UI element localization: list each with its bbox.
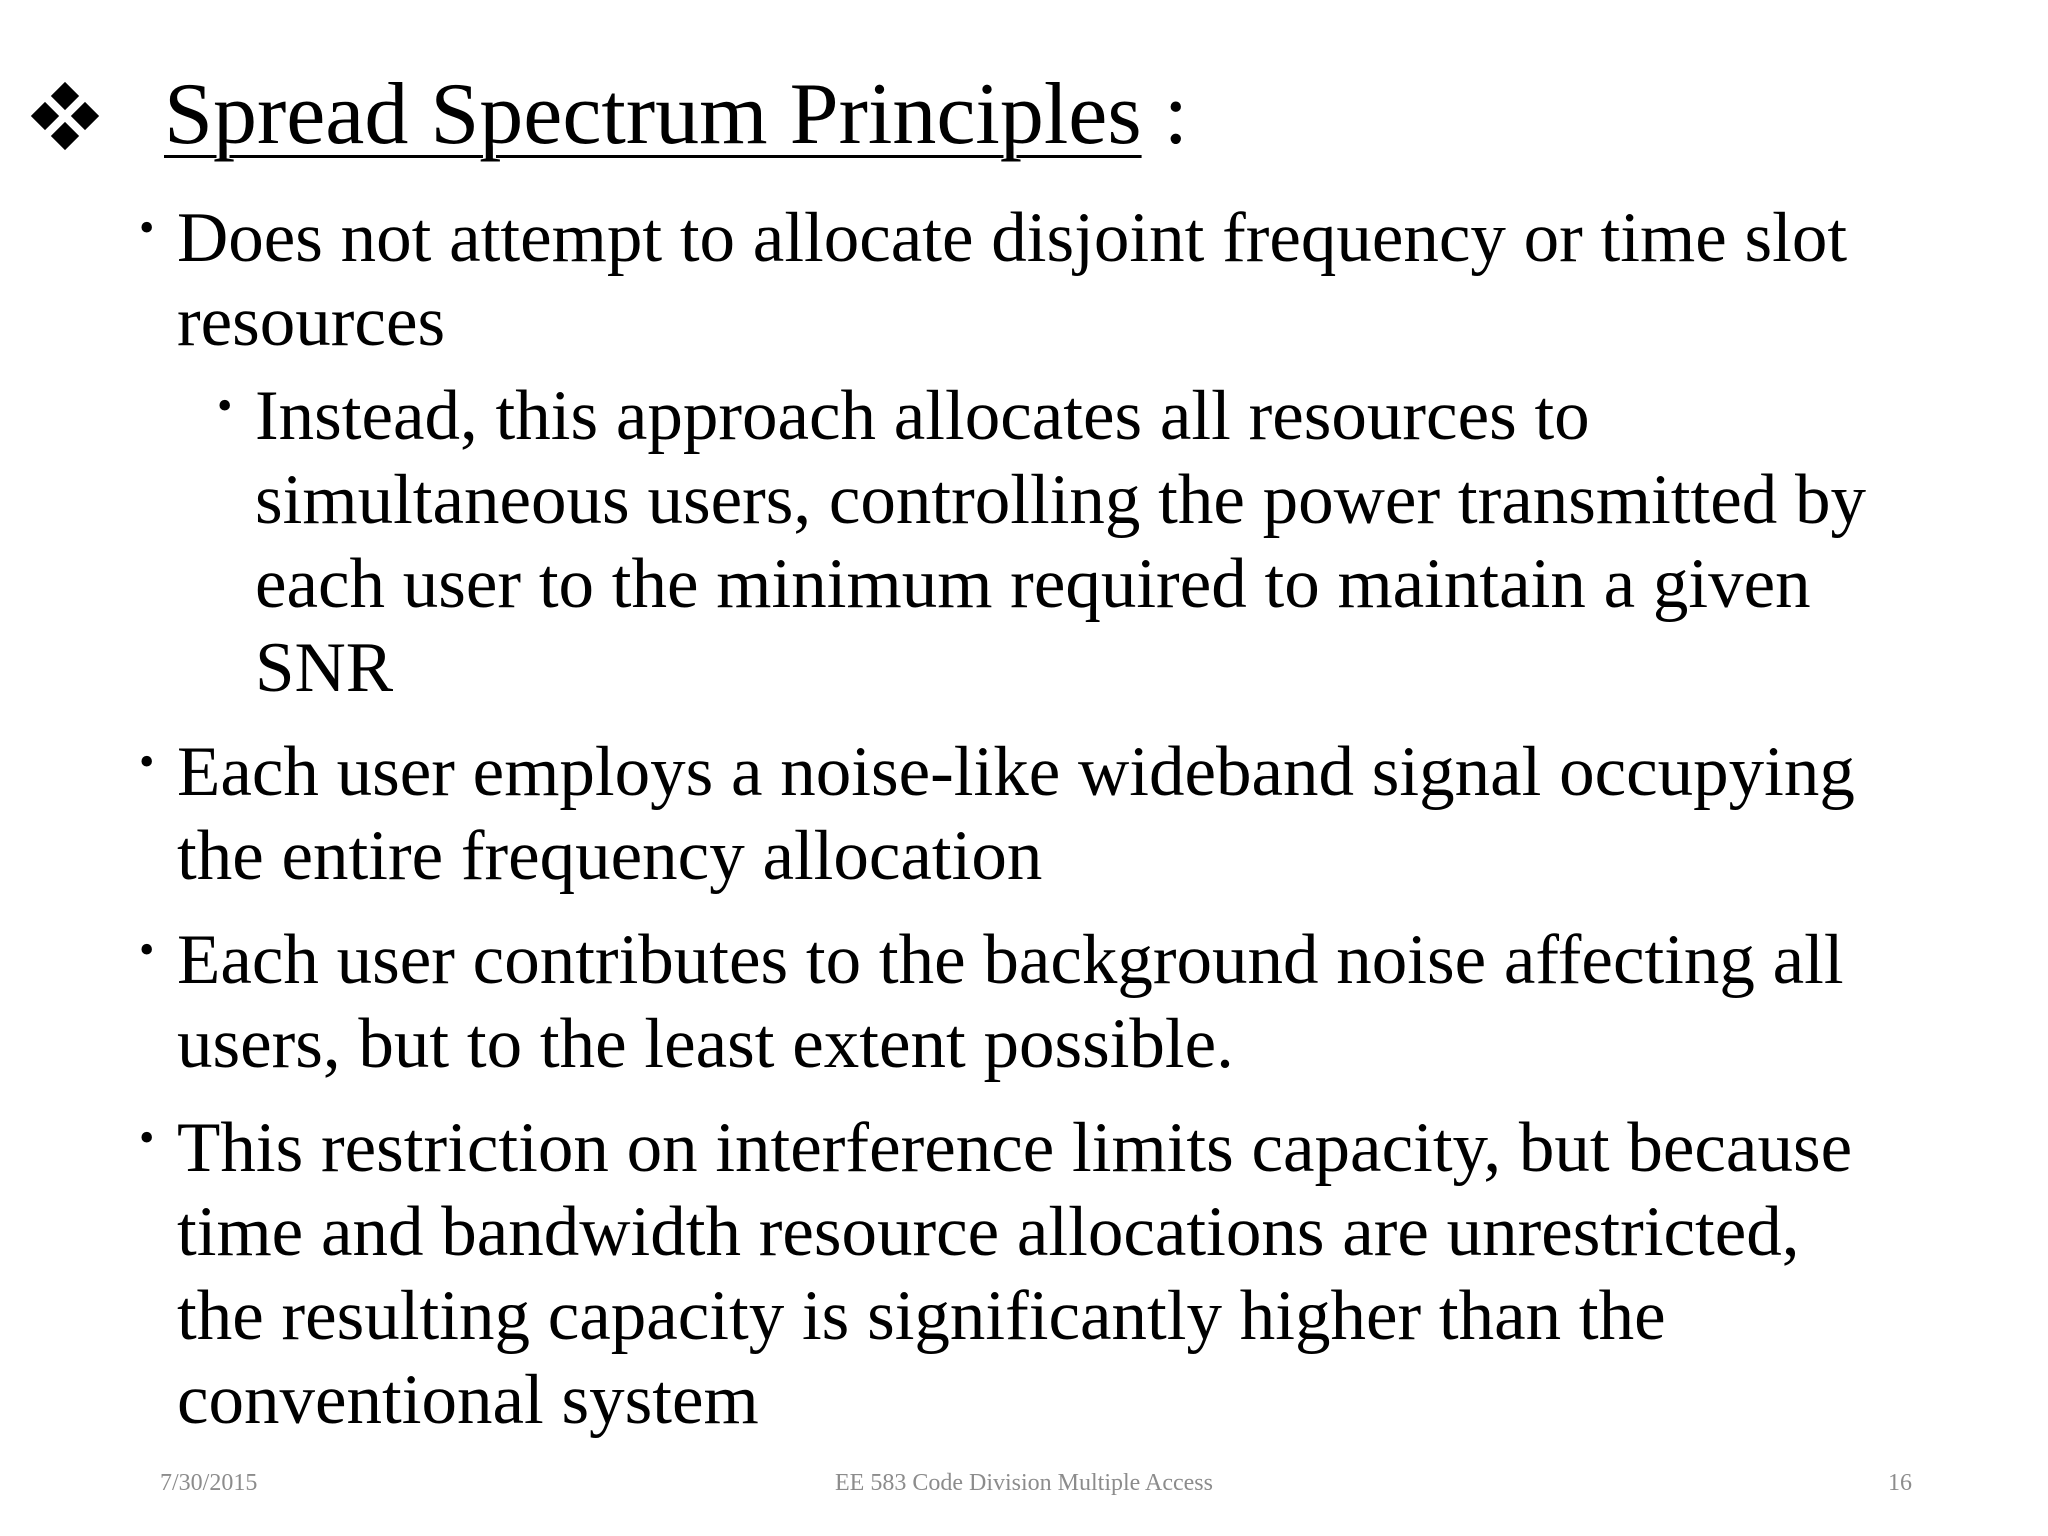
bullet-item bbox=[139, 730, 1897, 898]
bullet-item bbox=[139, 1106, 1897, 1442]
footer-page-number: 16 bbox=[1888, 1470, 1912, 1496]
bullet-dot-icon: • bbox=[139, 925, 155, 974]
footer-date: 7/30/2015 bbox=[160, 1470, 258, 1496]
bullet-dot-icon: • bbox=[139, 203, 155, 252]
sub-bullet-item bbox=[217, 374, 1895, 710]
bullet-dot-icon: • bbox=[139, 737, 155, 786]
slide-title-row bbox=[28, 60, 1188, 170]
bullet-text: Each user employs a noise-like wideband signal occupying the entire frequency allocation bbox=[177, 733, 1855, 895]
four-diamonds-icon bbox=[28, 78, 102, 152]
bullet-item bbox=[139, 196, 1897, 364]
bullet-text: Instead, this approach allocates all resources to simultaneous users, controlling the power transmitted by each user to the minimum required to maintain a given SNR bbox=[255, 377, 1867, 707]
bullet-dot-icon: • bbox=[217, 381, 233, 430]
bullet-dot-icon: • bbox=[139, 1113, 155, 1162]
slide-title: Spread Spectrum Principles bbox=[164, 66, 1142, 163]
bullet-list bbox=[0, 196, 2048, 1442]
bullet-text: Each user contributes to the background noise affecting all users, but to the least extent possible. bbox=[177, 921, 1844, 1083]
bullet-item bbox=[139, 918, 1897, 1086]
bullet-text: Does not attempt to allocate disjoint frequency or time slot resources bbox=[177, 199, 1848, 361]
footer-title: EE 583 Code Division Multiple Access bbox=[835, 1470, 1213, 1496]
title-colon: : bbox=[1163, 66, 1189, 163]
bullet-text: This restriction on interference limits capacity, but because time and bandwidth resource allocations are unrestricted, the resulting capacity is significantly higher than the conventional system bbox=[177, 1109, 1853, 1439]
